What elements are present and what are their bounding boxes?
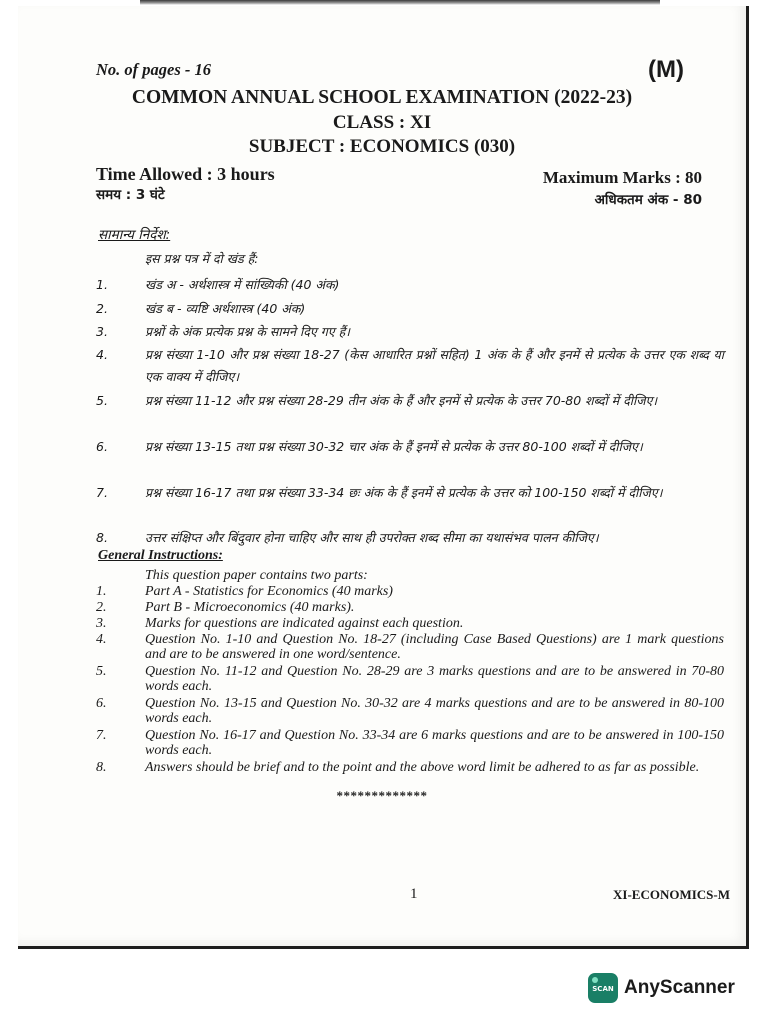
- instruction-text: प्रश्नों के अंक प्रत्येक प्रश्न के सामने दिए गए हैं।: [145, 324, 351, 339]
- instruction-text: खंड ब - व्यष्टि अर्थशास्त्र (40 अंक): [145, 301, 306, 316]
- instruction-text: Answers should be brief and to the point and the above word limit be adhered to as far as possible.: [145, 760, 700, 775]
- instruction-text: खंड अ - अर्थशास्त्र में सांख्यिकी (40 अंक): [145, 277, 340, 292]
- instruction-number: 3.: [96, 324, 108, 339]
- instruction-text: Question No. 11-12 and Question No. 28-29 are 3 marks questions and are to be answered in 70-80 words each.: [145, 664, 724, 694]
- logo-text: SCAN: [592, 985, 614, 993]
- instruction-text: प्रश्न संख्या 1-10 और प्रश्न संख्या 18-27 (केस आधारित प्रश्नों सहित) 1 अंक के हैं और इनमें से प्रत्येक के उत्तर एक शब्द या एक वाक्य में दीजिए।: [145, 347, 724, 384]
- instruction-number: 4.: [96, 347, 108, 362]
- instruction-text: Question No. 13-15 and Question No. 30-32 are 4 marks questions and are to be answered in 80-100 words each.: [145, 696, 724, 726]
- instruction-number: 2.: [96, 301, 108, 316]
- logo-dot: [592, 977, 598, 983]
- hindi-instructions-heading: सामान्य निर्देश:: [98, 227, 171, 243]
- instruction-text: प्रश्न संख्या 16-17 तथा प्रश्न संख्या 33-34 छः अंक के हैं इनमें से प्रत्येक के उत्तर को 100-150 शब्दों में दीजिए।: [145, 485, 663, 500]
- instruction-number: 1.: [96, 584, 107, 599]
- general-instruction-1: [96, 584, 724, 599]
- class-label: CLASS : XI: [332, 112, 432, 133]
- instruction-text: Question No. 16-17 and Question No. 33-34 are 6 marks questions and are to be answered in 100-150 words each.: [145, 728, 724, 758]
- instruction-number: 5.: [96, 664, 107, 679]
- time-allowed-hi: समय : 3 घंटे: [96, 187, 165, 203]
- scanner-brand-name: AnyScanner: [624, 977, 735, 998]
- general-instruction-6: [96, 696, 724, 726]
- exam-page: [18, 6, 749, 949]
- exam-title: COMMON ANNUAL SCHOOL EXAMINATION (2022-23): [131, 87, 633, 108]
- scanner-logo-icon: [588, 973, 618, 1003]
- hindi-instruction-3: [96, 321, 724, 343]
- instruction-number: 6.: [96, 696, 107, 711]
- hindi-instructions-intro: इस प्रश्न पत्र में दो खंड हैं:: [145, 251, 259, 266]
- instruction-number: 4.: [96, 632, 107, 647]
- instruction-text: उत्तर संक्षिप्त और बिंदुवार होना चाहिए और साथ ही उपरोक्त शब्द सीमा का यथासंभव पालन कीजिए।: [145, 530, 599, 545]
- footer-paper-code: XI-ECONOMICS-M: [613, 887, 730, 902]
- hindi-instruction-1: [96, 274, 724, 296]
- general-instruction-8: [96, 760, 724, 775]
- scanner-watermark: [588, 972, 735, 1004]
- general-instruction-4: [96, 632, 724, 662]
- page-count: No. of pages - 16: [96, 60, 212, 79]
- instruction-number: 8.: [96, 760, 107, 775]
- hindi-instruction-7: [96, 482, 724, 504]
- hindi-instruction-6: [96, 436, 724, 458]
- paper-code: (M): [648, 56, 684, 83]
- general-instructions-intro: This question paper contains two parts:: [145, 568, 368, 583]
- instruction-number: 2.: [96, 600, 107, 615]
- instruction-text: Marks for questions are indicated against each question.: [145, 616, 464, 631]
- instruction-text: प्रश्न संख्या 13-15 तथा प्रश्न संख्या 30-32 चार अंक के हैं इनमें से प्रत्येक के उत्तर 80-100 शब्दों में दीजिए।: [145, 439, 643, 454]
- instruction-number: 8.: [96, 530, 108, 545]
- page-number: 1: [410, 886, 418, 902]
- hindi-instruction-8: [96, 527, 724, 549]
- general-instruction-5: [96, 664, 724, 694]
- subject-label: SUBJECT : ECONOMICS (030): [248, 136, 516, 157]
- hindi-instruction-2: [96, 298, 724, 320]
- instruction-number: 5.: [96, 393, 108, 408]
- instruction-number: 1.: [96, 277, 108, 292]
- general-instruction-3: [96, 616, 724, 631]
- general-instruction-2: [96, 600, 724, 615]
- general-instructions-heading: General Instructions:: [98, 548, 223, 563]
- general-instruction-7: [96, 728, 724, 758]
- hindi-instruction-4: [96, 344, 724, 388]
- hindi-instruction-5: [96, 390, 724, 412]
- instruction-number: 7.: [96, 728, 107, 743]
- end-separator: *************: [336, 788, 428, 803]
- max-marks-en: Maximum Marks : 80: [542, 168, 702, 187]
- instruction-text: Part B - Microeconomics (40 marks).: [145, 600, 355, 615]
- instruction-text: Question No. 1-10 and Question No. 18-27 (including Case Based Questions) are 1 mark questions and are to be answered in one word/sentence.: [145, 632, 724, 662]
- instruction-number: 6.: [96, 439, 108, 454]
- instruction-number: 7.: [96, 485, 108, 500]
- instruction-number: 3.: [96, 616, 107, 631]
- max-marks-hi: अधिकतम अंक - 80: [594, 192, 702, 208]
- instruction-text: Part A - Statistics for Economics (40 marks): [145, 584, 393, 599]
- time-allowed-en: Time Allowed : 3 hours: [96, 164, 275, 184]
- page-top-edge: [140, 0, 660, 5]
- instruction-text: प्रश्न संख्या 11-12 और प्रश्न संख्या 28-29 तीन अंक के हैं और इनमें से प्रत्येक के उत्तर 70-80 शब्दों में दीजिए।: [145, 393, 658, 408]
